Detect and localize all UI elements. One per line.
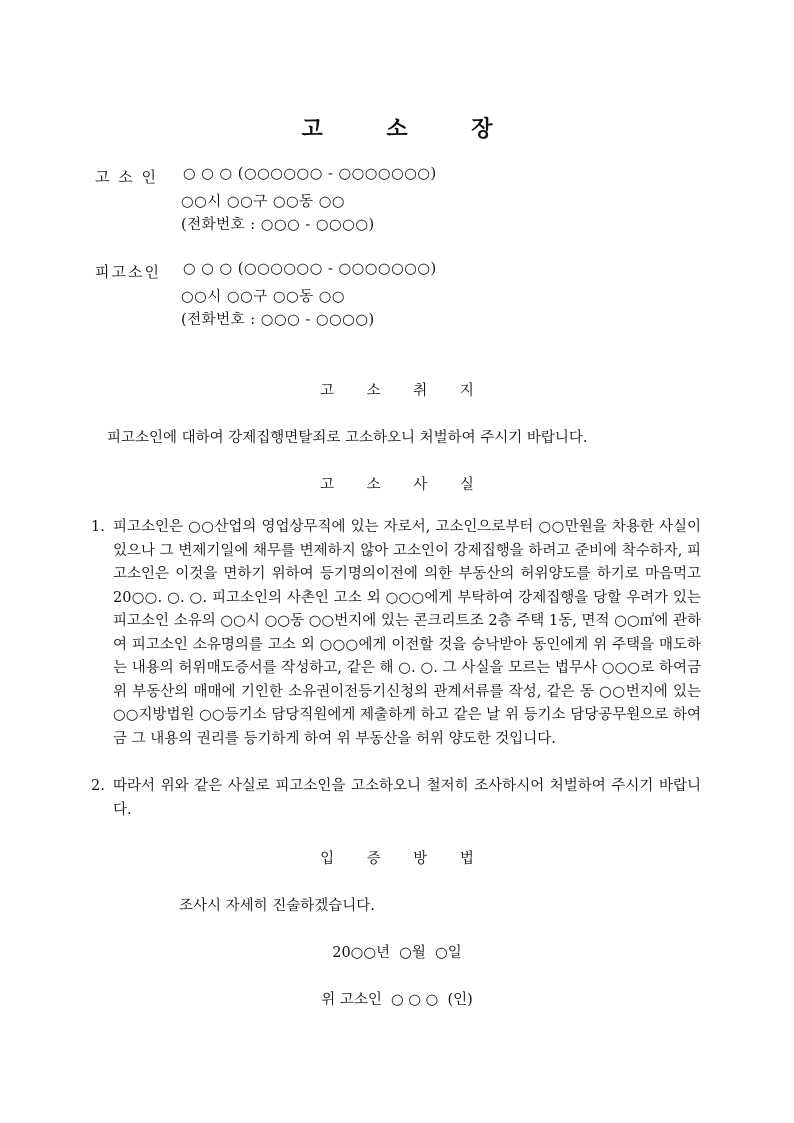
fact-item-text: 피고소인은 ○○산업의 영업상무직에 있는 자로서, 고소인으로부터 ○○만원을 차용한 사실이 있으나 그 변제기일에 채무를 변제하지 않아 고소인이 강제집행을 하려고 준비에 착수하자, 피고소인은 이것을 면하기 위하여 등기명의이전에 의한 부동산의 허위양도를 하기로 마음먹고 20○○. ○. ○. 피고소인의 사촌인 고소 외 ○○○에게 부탁하여 강제집행을 당할 우려가 있는 피고소인 소유의 ○○시 ○○동 ○○번지에 있는 콘크리트조 2층 주택 1동, 면적 ○○㎡에 관하여 피고소인 소유명의를 고소 외 ○○○에게 이전할 것을 승낙받아 동인에게 위 주택을 매도하는 내용의 허위매도증서를 작성하고, 같은 해 ○. ○. 그 사실을 모르는 법무사 ○○○로 하여금 위 부동산의 매매에 기인한 소유권이전등기신청의 관계서류를 작성, 같은 동 ○○번지에 있는 ○○지방법원 ○○등기소 담당직원에게 제출하게 하고 같은 날 위 등기소 담당공무원으로 하여금 그 내용의 권리를 등기하게 하여 위 부동산을 허위 양도한 것입니다. <box>113 519 701 747</box>
defendant-address: ○○시 ○○구 ○○동 ○○ <box>181 289 346 305</box>
evidence-text: 조사시 자세히 진술하겠습니다. <box>179 898 375 914</box>
complainant-address: ○○시 ○○구 ○○동 ○○ <box>181 194 346 210</box>
complainant-phone: (전화번호 : ○○○ - ○○○○) <box>181 217 375 233</box>
signature-line: 위 고소인 ○ ○ ○ (인) <box>321 992 473 1008</box>
defendant-label: 피고소인 <box>95 263 161 281</box>
facts-heading: 고 소 사 실 <box>320 477 488 493</box>
purpose-text: 피고소인에 대하여 강제집행면탈죄로 고소하오니 처벌하여 주시기 바랍니다. <box>107 430 588 446</box>
document-date: 20○○년 ○월 ○일 <box>332 945 462 961</box>
complainant-label: 고 소 인 <box>95 168 159 186</box>
fact-item-number: 2. <box>91 778 105 794</box>
defendant-name-id: ○ ○ ○ (○○○○○○ - ○○○○○○○) <box>183 261 437 277</box>
fact-item-number: 1. <box>91 519 105 535</box>
document-title: 고 소 장 <box>301 116 521 142</box>
fact-item-1 <box>91 516 701 751</box>
fact-item-2 <box>91 775 701 822</box>
complainant-name-id: ○ ○ ○ (○○○○○○ - ○○○○○○○) <box>183 166 437 182</box>
purpose-heading: 고 소 취 지 <box>320 383 488 399</box>
evidence-heading: 입 증 방 법 <box>320 851 488 867</box>
fact-item-text: 따라서 위와 같은 사실로 피고소인을 고소하오니 철저히 조사하시어 처벌하여 주시기 바랍니다. <box>113 778 701 818</box>
defendant-phone: (전화번호 : ○○○ - ○○○○) <box>181 312 375 328</box>
